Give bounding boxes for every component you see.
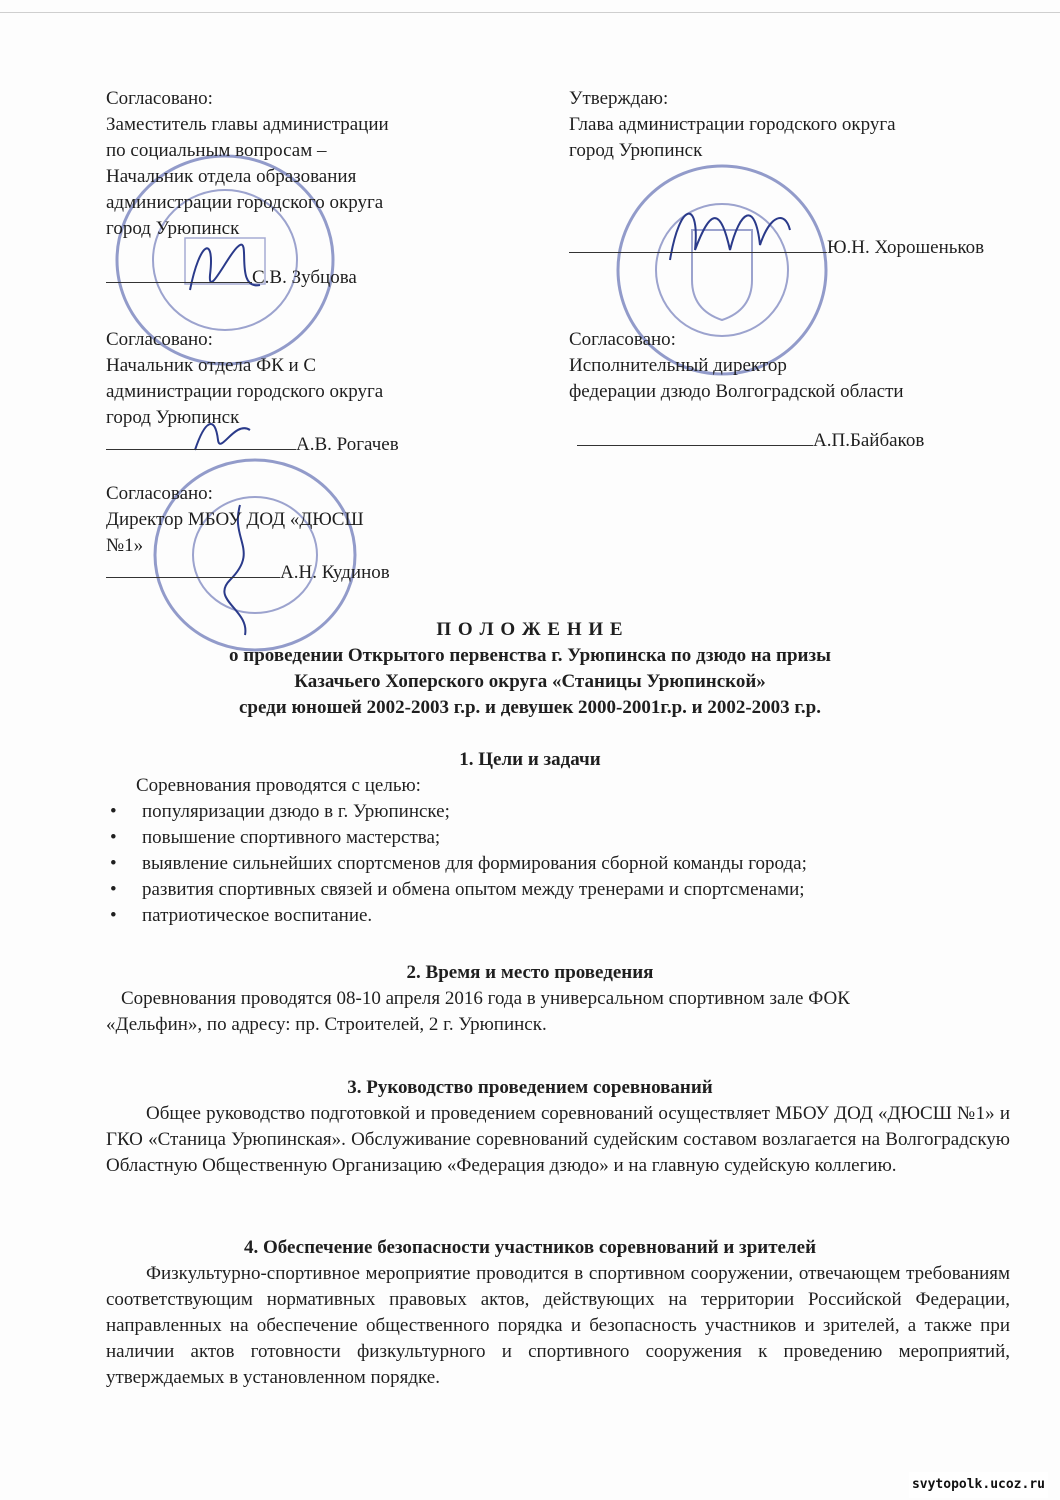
section-4-text: Физкультурно-спортивное мероприятие проводится в спортивном сооружении, отвечающем требованиям соответствующим нормативных правовых актов, действующих на территории Российской Федерации, направленных на обеспечение общественного порядка и безопасность участников и зрителей, а также при наличии актов готовности физкультурного и спортивного сооружения к проведению мероприятий, утверждаемых в установленном порядке. (106, 1263, 1010, 1388)
approval-line: Согласовано: (106, 329, 213, 350)
title-line: Казачьего Хоперского округа «Станицы Урюпинской» (294, 671, 766, 692)
section-2-heading: 2. Время и место проведения (406, 962, 654, 983)
approval-line: Заместитель главы администрации (106, 114, 389, 135)
list-item: • развития спортивных связей и обмена опытом между тренерами и спортсменами; (110, 877, 807, 903)
list-item: • повышение спортивного мастерства; (110, 825, 807, 851)
section-4-heading: 4. Обеспечение безопасности участников соревнований и зрителей (243, 1237, 817, 1258)
approval-block-school (106, 481, 390, 586)
approval-line: Начальник отдела образования (106, 166, 357, 187)
approval-block-sport (106, 327, 399, 458)
approval-block-education (106, 86, 389, 291)
approval-line: Исполнительный директор (569, 355, 787, 376)
approval-line: Директор МБОУ ДОД «ДЮСШ (106, 509, 364, 530)
approval-line: по социальным вопросам – (106, 140, 327, 161)
approval-line: Глава администрации городского округа (569, 114, 896, 135)
section-3-text: Общее руководство подготовкой и проведением соревнований осуществляет МБОУ ДОД «ДЮСШ №1» и ГКО «Станица Урюпинская». Обслуживание соревнований судейским составом возлагается на Волгоградскую Областную Общественную Организацию «Федерация дзюдо» и на главную судейскую коллегию. (106, 1103, 1010, 1176)
section-1-intro: Соревнования проводятся с целью: (136, 775, 421, 796)
section-2-line: «Дельфин», по адресу: пр. Строителей, 2 г. Урюпинск. (106, 1014, 547, 1035)
section-2-line: Соревнования проводятся 08-10 апреля 2016 года в универсальном спортивном зале ФОК (121, 988, 850, 1009)
list-item: • выявление сильнейших спортсменов для формирования сборной команды города; (110, 851, 807, 877)
list-item: • популяризации дзюдо в г. Урюпинске; (110, 799, 807, 825)
approval-line: №1» (106, 535, 144, 556)
signature-row (569, 427, 924, 454)
goals-list (110, 799, 807, 929)
approval-line: город Урюпинск (569, 140, 703, 161)
signature-row (569, 234, 984, 261)
approval-line: Начальник отдела ФК и С (106, 355, 317, 376)
section-3-heading: 3. Руководство проведением соревнований (347, 1077, 713, 1098)
approval-line: администрации городского округа (106, 381, 384, 402)
approval-line: Утверждаю: (569, 88, 669, 109)
signatory-name: Ю.Н. Хорошеньков (827, 237, 985, 258)
title-line: о проведении Открытого первенства г. Урюпинска по дзюдо на призы (229, 645, 831, 666)
signature-line (577, 427, 813, 446)
approval-block-federation (569, 327, 924, 454)
approval-line: федерации дзюдо Волгоградской области (569, 381, 904, 402)
title-line: среди юношей 2002-2003 г.р. и девушек 2000-2001г.р. и 2002-2003 г.р. (239, 697, 821, 718)
signatory-name: А.В. Рогачев (296, 434, 399, 455)
approval-line: Согласовано: (569, 329, 676, 350)
approval-line: администрации городского округа (106, 192, 384, 213)
watermark: svytopolk.ucoz.ru (909, 1472, 1048, 1498)
approval-line: Согласовано: (106, 88, 213, 109)
signature-row (106, 431, 399, 458)
signature-line (106, 431, 296, 450)
signature-line (106, 559, 280, 578)
list-item: • патриотическое воспитание. (110, 903, 807, 929)
signature-line (569, 234, 827, 253)
title-main: П О Л О Ж Е Н И Е (436, 619, 624, 640)
signatory-name: С.В. Зубцова (252, 267, 357, 288)
approval-block-head (569, 86, 984, 261)
scan-edge (0, 12, 1060, 13)
document-title (60, 617, 1000, 721)
approval-line: город Урюпинск (106, 218, 240, 239)
approval-line: город Урюпинск (106, 407, 240, 428)
signature-line (106, 264, 252, 283)
signatory-name: А.Н. Кудинов (280, 562, 390, 583)
signatory-name: А.П.Байбаков (813, 430, 925, 451)
signature-row (106, 264, 389, 291)
section-1-heading: 1. Цели и задачи (459, 749, 601, 770)
signature-row (106, 559, 390, 586)
approval-line: Согласовано: (106, 483, 213, 504)
